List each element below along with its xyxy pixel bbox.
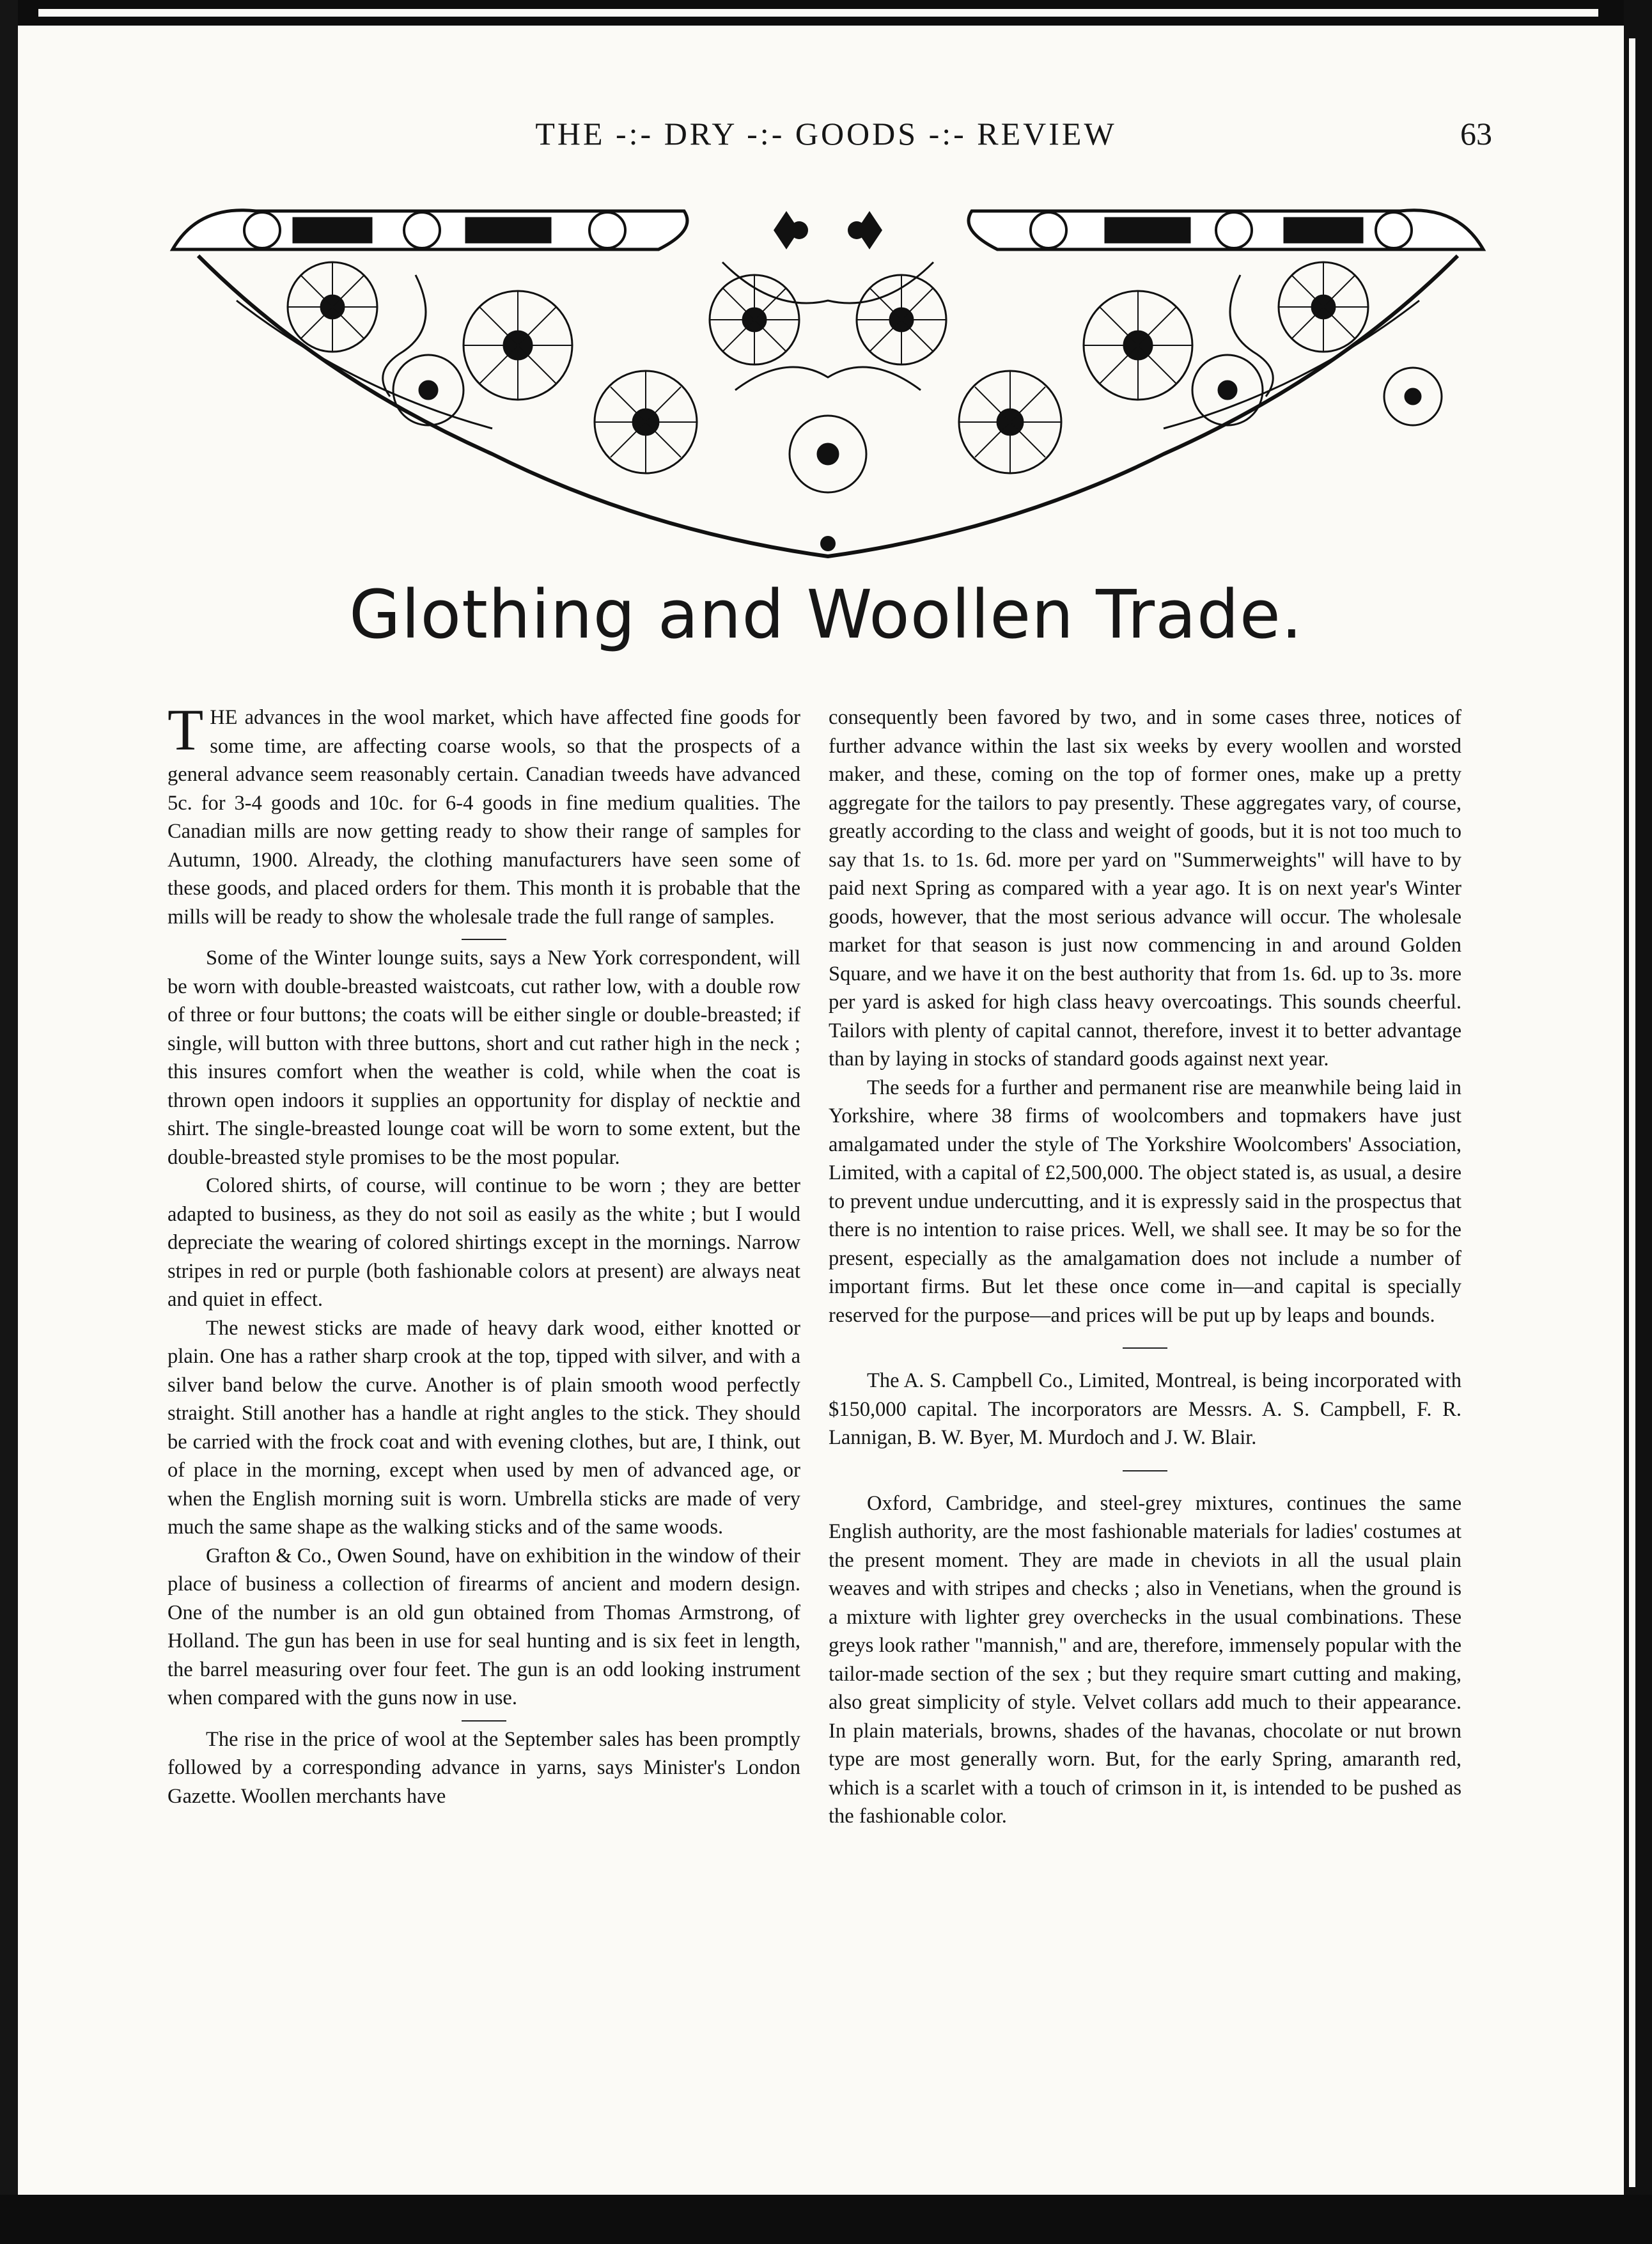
paragraph-lounge-suits: Some of the Winter lounge suits, says a New York correspondent, will be worn with double-breasted waistcoats, cut rather low, with a double row of three or four buttons; the coats will be either single or double-breasted; if single, will button with three buttons, short and cut rather high in the neck ; this insures comfort when the weather is cold, while when the coat is thrown open indoors it supplies an opportunity for display of necktie and shirt. The single-breasted lounge coat will be worn to some extent, but the double-breasted style promises to be the most popular. xyxy=(168,946,800,1169)
page-number: 63 xyxy=(1460,116,1492,152)
section-divider xyxy=(1123,1470,1167,1471)
paragraph-colored-shirts: Colored shirts, of course, will continue to be worn ; they are better adapted to business, as they do not soil as easily as the white ; but I would depreciate the wearing of colored shirtings except in the mornings. Narrow stripes in red or purple (both fashionable colors at present) are always neat and quiet in effect. xyxy=(168,1174,800,1311)
section-divider xyxy=(462,939,506,940)
running-title: THE -:- DRY -:- GOODS -:- REVIEW xyxy=(535,116,1117,152)
left-column xyxy=(168,697,800,1810)
scan-border-left xyxy=(0,0,18,2244)
floral-ornament xyxy=(160,185,1496,569)
scan-border-right xyxy=(1624,0,1652,2244)
paragraph-advances-continued: consequently been favored by two, and in some cases three, notices of further advance within the last six weeks by every woollen and worsted maker, and these, coming on the top of former ones, make up a pretty aggregate for the tailors to pay presently. These aggregates vary, of course, greatly according to the class and weight of goods, but it is not too much to say that 1s. to 1s. 6d. more per yard on "Summerweights" will have to by paid next Spring as compared with a year ago. It is on next year's Winter goods, however, that the most serious advance will occur. The wholesale market for that season is just now commencing in and around Golden Square, and we have it on the best authority that from 1s. 6d. up to 3s. more per yard is asked for high class heavy overcoatings. This sounds cheerful. Tailors with plenty of capital cannot, therefore, invest it to better advantage than by laying in stocks of standard goods against next year. xyxy=(829,706,1461,1071)
paragraph-ladies-costumes: Oxford, Cambridge, and steel-grey mixtures, continues the same English authority, are the most fashionable materials for ladies' costumes at the present moment. They are made in cheviots in all the usual plain weaves and with stripes and checks ; also in Venetians, when the ground is a mixture with lighter grey overchecks in the usual combinations. These greys look rather "mannish," and are, therefore, immensely popular with the tailor-made section of the sex ; but they require smart cutting and making, also great simplicity of style. Velvet collars add much to their appearance. In plain materials, browns, shades of the havanas, chocolate or nut brown type are most generally worn. But, for the early Spring, amaranth red, which is a scarlet with a touch of crimson in it, is intended to be pushed as the fashionable color. xyxy=(829,1491,1461,1828)
paragraph-grafton-firearms: Grafton & Co., Owen Sound, have on exhibition in the window of their place of business a collection of firearms of ancient and modern design. One of the number is an old gun obtained from Thomas Armstrong, of Holland. The gun has been in use for seal hunting and is six feet in length, the barrel measuring over four feet. The gun is an odd looking instrument when compared with the guns now in use. xyxy=(168,1544,800,1709)
article-headline: Glothing and Woollen Trade. xyxy=(349,576,1303,654)
scan-border-right-inner xyxy=(1629,38,1635,2187)
paragraph-campbell-incorporation: The A. S. Campbell Co., Limited, Montreal, is being incorporated with $150,000 capital. The incorporators are Messrs. A. S. Campbell, F. R. Lannigan, B. W. Byer, M. Murdoch and J. W. Blair. xyxy=(829,1369,1461,1449)
scan-border-top-gap xyxy=(38,9,1598,17)
section-divider xyxy=(1123,1347,1167,1349)
paragraph-walking-sticks: The newest sticks are made of heavy dark wood, either knotted or plain. One has a rather sharp crook at the top, tipped with silver, and with a silver band below the curve. Another is of plain smooth wood perfectly straight. Still another has a handle at right angles to the stick. They should be carried with the frock coat and with evening clothes, but are, I think, out of place in the morning, except when used by men of advanced age, or when the English morning suit is worn. Umbrella sticks are made of very much the same shape as the walking sticks and of the same woods. xyxy=(168,1316,800,1539)
paragraph-yorkshire-woolcombers: The seeds for a further and permanent rise are meanwhile being laid in Yorkshire, where 38 firms of woolcombers and topmakers have just amalgamated under the style of The Yorkshire Woolcombers' Association, Limited, with a capital of £2,500,000. The object stated is, as usual, a desire to prevent undue undercutting, and it is expressly said in the prospectus that there is no intention to raise prices. Well, we shall see. It may be so for the present, especially as the amalgamation does not include a number of important firms. But let these once come in—and capital is specially reserved for the purpose—and prices will be put up by leaps and bounds. xyxy=(829,1076,1461,1327)
section-divider xyxy=(462,1720,506,1722)
scan-border-bottom xyxy=(0,2195,1652,2244)
drop-cap: T xyxy=(168,697,204,762)
paragraph-wool-market xyxy=(168,697,800,931)
paragraph-wool-price-rise: The rise in the price of wool at the September sales has been promptly followed by a corresponding advance in yarns, says Minister's London Gazette. Woollen merchants have xyxy=(168,1727,800,1808)
right-column xyxy=(829,703,1461,1831)
paragraph-wool-market-text: HE advances in the wool market, which have affected fine goods for some time, are affecting coarse wools, so that the prospects of a general advance seem reasonably certain. Canadian tweeds have advanced 5c. for 3-4 goods and 10c. for 6-4 goods in fine medium qualities. The Canadian mills are now getting ready to show their range of samples for Autumn, 1900. Already, the clothing manufacturers have seen some of these goods, and placed orders for them. This month it is probable that the mills will be ready to show the wholesale trade the full range of samples. xyxy=(168,706,800,929)
